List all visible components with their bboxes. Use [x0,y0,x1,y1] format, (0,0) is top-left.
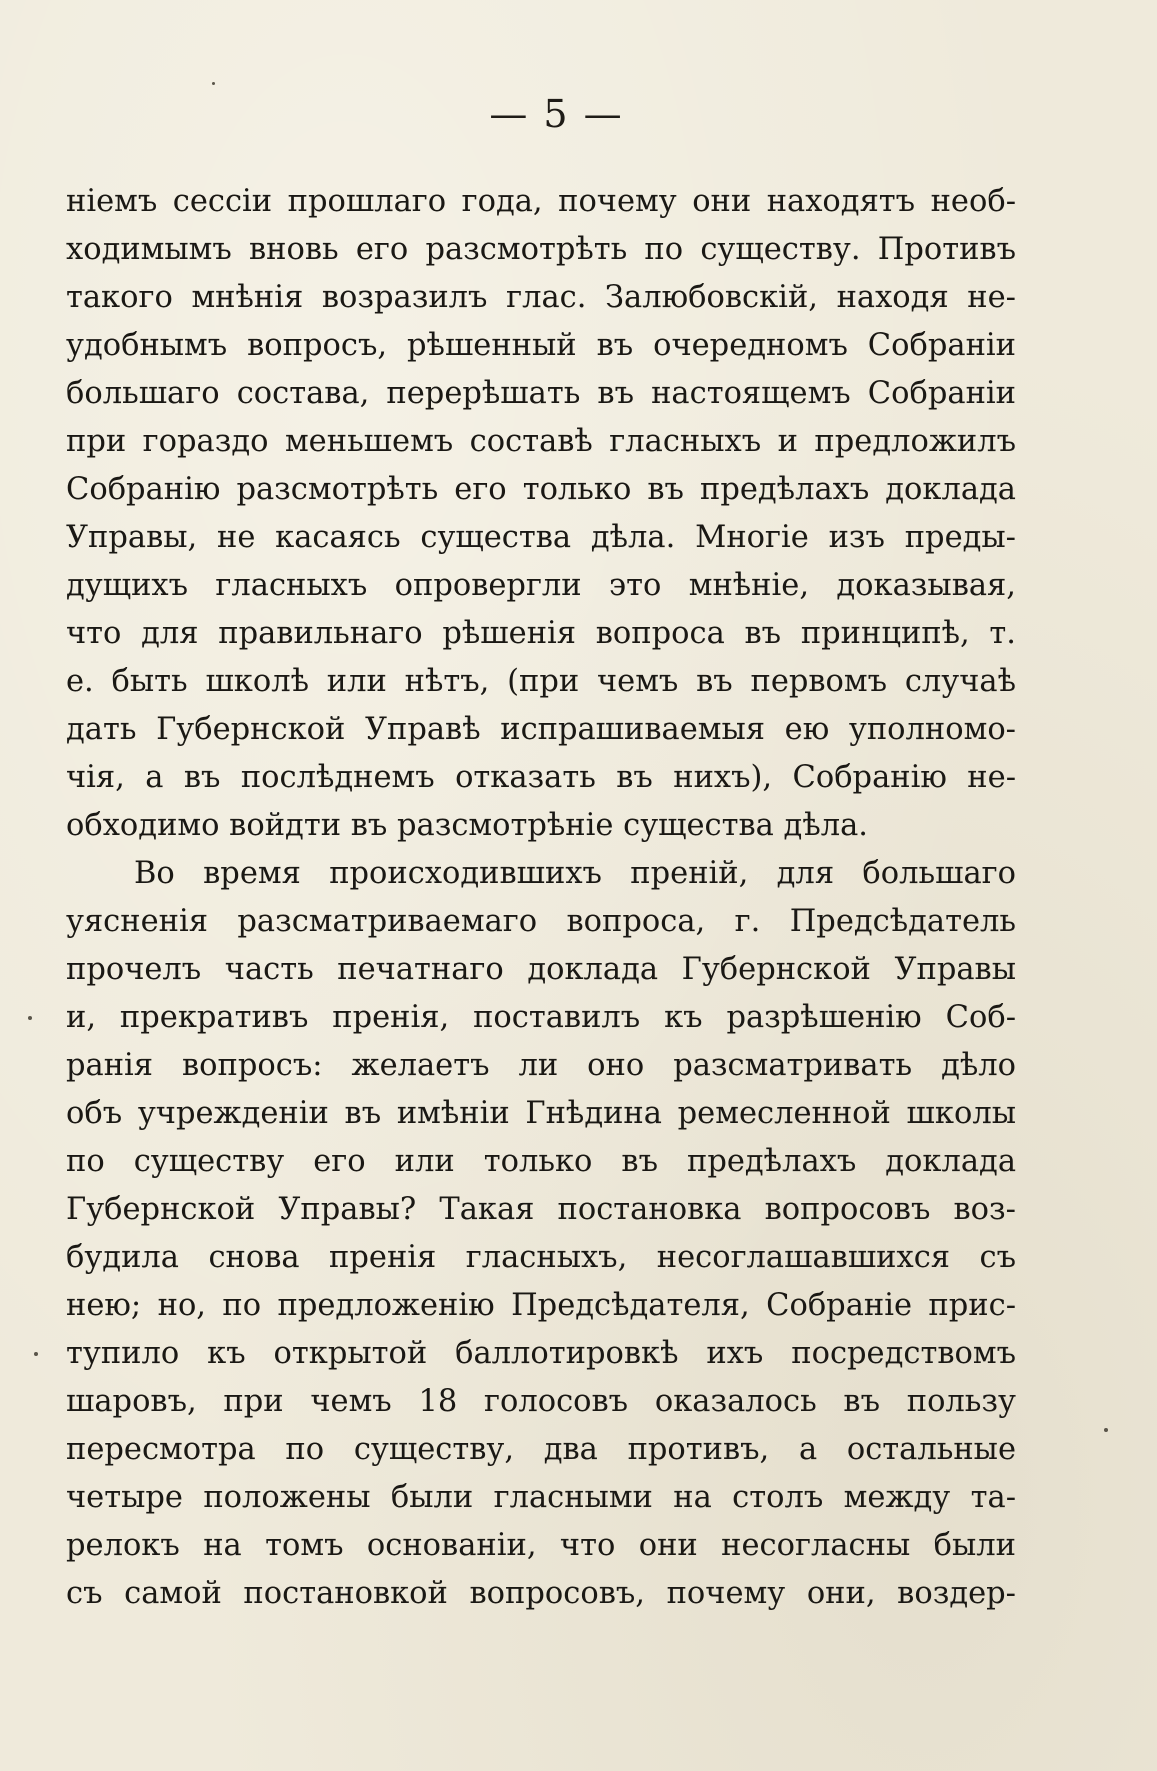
text-line: будила снова пренiя гласныхъ, несоглашавшихся съ [66,1240,1016,1275]
page-number: — 5 — [489,92,624,136]
text-line: такого мнѣнiя возразилъ глас. Залюбовскiй, находя не- [66,280,1016,315]
text-line: что для правильнаго рѣшенiя вопроса въ принципѣ, т. [66,616,1016,651]
paper-speck [1104,1428,1108,1432]
text-line: обходимо войдти въ разсмотрѣнiе существа дѣла. [66,808,868,843]
paper-speck [34,1352,38,1356]
text-line: объ учрежденiи въ имѣнiи Гнѣдина ремесленной школы [66,1096,1016,1131]
text-line: Управы, не касаясь существа дѣла. Многiе изъ преды- [66,520,1016,555]
text-line: е. быть школѣ или нѣтъ, (при чемъ въ первомъ случаѣ [66,664,1016,699]
text-line: дать Губернской Управѣ испрашиваемыя ею уполномо- [66,712,1016,747]
text-line: Во время происходившихъ пренiй, для большаго [134,856,1016,891]
text-line: четыре положены были гласными на столъ между та- [66,1480,1016,1515]
text-line: дущихъ гласныхъ опровергли это мнѣнiе, доказывая, [66,568,1016,603]
paper-speck [28,1016,32,1020]
body-text [66,178,1016,1618]
text-line: Собранiю разсмотрѣть его только въ предѣлахъ доклада [66,472,1016,507]
paper-speck [212,82,215,85]
text-line: пересмотра по существу, два противъ, а остальные [66,1432,1016,1467]
text-line: съ самой постановкой вопросовъ, почему они, воздер- [66,1576,1016,1611]
text-line: ходимымъ вновь его разсмотрѣть по существу. Противъ [66,232,1016,267]
text-line: большаго состава, перерѣшать въ настоящемъ Собранiи [66,376,1016,411]
text-line: при гораздо меньшемъ составѣ гласныхъ и предложилъ [66,424,1016,459]
text-line: по существу его или только въ предѣлахъ доклада [66,1144,1016,1179]
text-line: уясненiя разсматриваемаго вопроса, г. Предсѣдатель [66,904,1016,939]
text-line: прочелъ часть печатнаго доклада Губернской Управы [66,952,1016,987]
text-line: ранiя вопросъ: желаетъ ли оно разсматривать дѣло [66,1048,1016,1083]
text-line: шаровъ, при чемъ 18 голосовъ оказалось въ пользу [66,1384,1016,1419]
text-line: нiемъ сессiи прошлаго года, почему они находятъ необ- [66,184,1016,219]
text-line: тупило къ открытой баллотировкѣ ихъ посредствомъ [66,1336,1016,1371]
text-line: релокъ на томъ основанiи, что они несогласны были [66,1528,1016,1563]
text-line: Губернской Управы? Такая постановка вопросовъ воз- [66,1192,1016,1227]
text-line: чiя, а въ послѣднемъ отказать въ нихъ), Собранiю не- [66,760,1016,795]
text-line: нею; но, по предложенiю Предсѣдателя, Собранiе прис- [66,1288,1016,1323]
text-line: и, прекративъ пренiя, поставилъ къ разрѣшенiю Соб- [66,1000,1016,1035]
text-line: удобнымъ вопросъ, рѣшенный въ очередномъ Собранiи [66,328,1016,363]
